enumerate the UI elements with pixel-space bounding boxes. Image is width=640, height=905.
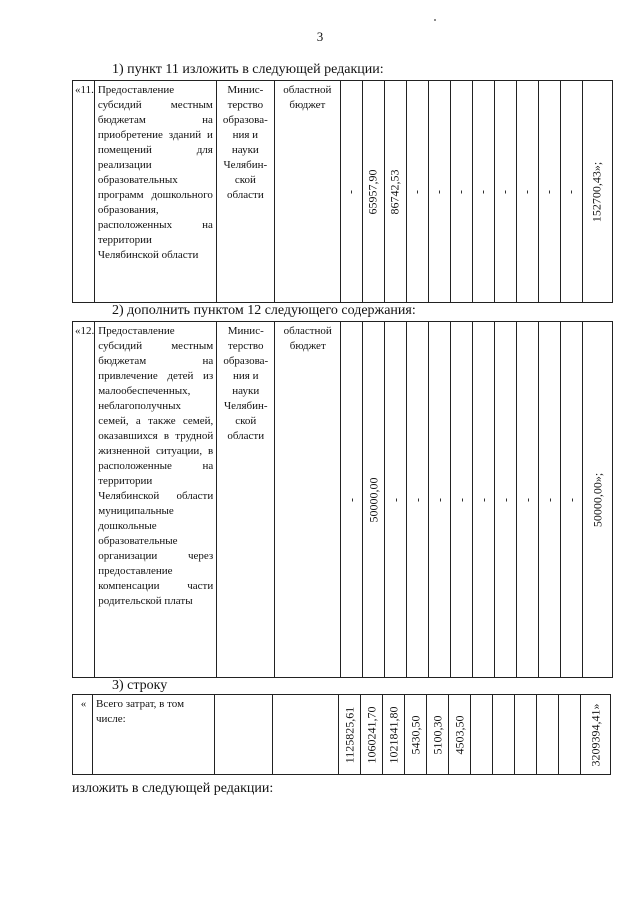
value-text: - — [344, 497, 359, 502]
value-text: 1060241,70 — [364, 706, 378, 763]
table-row — [73, 695, 611, 775]
value-cell — [361, 695, 383, 775]
section-3-heading: 3) строку — [112, 678, 168, 693]
row-ministry: Минис-терство образова-ния и науки Челябин-ской области — [216, 81, 274, 303]
value-text: - — [410, 497, 425, 502]
value-cell — [515, 695, 537, 775]
value-cell — [495, 322, 517, 678]
value-cell — [539, 322, 561, 678]
value-text: - — [542, 497, 557, 502]
value-text: - — [563, 189, 578, 194]
table-row — [73, 81, 613, 303]
value-cell — [473, 322, 495, 678]
value-text: - — [541, 189, 556, 194]
value-cell — [472, 81, 494, 303]
value-text: - — [497, 189, 512, 194]
value-text: 5430,50 — [408, 715, 422, 754]
value-cell — [407, 322, 429, 678]
total-text: 50000,00»; — [590, 472, 605, 527]
value-text: - — [475, 189, 490, 194]
value-text: - — [431, 189, 446, 194]
value-text: - — [453, 189, 468, 194]
value-text: 1125825,61 — [342, 706, 356, 763]
value-cell — [517, 322, 539, 678]
value-text: 50000,00 — [366, 477, 381, 522]
total-cell — [582, 81, 612, 303]
row-number: «11. — [73, 81, 95, 303]
value-cell — [561, 322, 583, 678]
value-cell — [340, 81, 362, 303]
value-text: - — [432, 497, 447, 502]
value-text: - — [519, 189, 534, 194]
value-text: - — [343, 189, 358, 194]
value-cell — [341, 322, 363, 678]
value-cell — [405, 695, 427, 775]
row-description: Предоставление субсидий местным бюджетам на приобретение зданий и помещений для реализации образовательных программ дошкольного образования, расположенных на территории Челябинской области — [94, 81, 216, 303]
value-text: 5100,30 — [430, 715, 444, 754]
row-description: Предоставление субсидий местным бюджетам на привлечение детей из малообеспеченных, неблагополучных семей, а также семей, оказавшихся в трудной жизненной ситуации, в расположенные на территории Челябинской области муниципальные дошкольные образовательные организации через предоставление компенсации части родительской платы — [95, 322, 217, 678]
closing-text: изложить в следующей редакции: — [72, 781, 274, 796]
value-cell — [339, 695, 361, 775]
value-cell — [516, 81, 538, 303]
total-cell — [583, 322, 613, 678]
value-cell — [383, 695, 405, 775]
value-cell — [406, 81, 428, 303]
value-text: - — [476, 497, 491, 502]
total-cell — [581, 695, 611, 775]
row-budget-source — [273, 695, 339, 775]
item-11-table — [72, 80, 613, 303]
row-number: « — [73, 695, 93, 775]
value-cell — [538, 81, 560, 303]
section-1-heading: 1) пункт 11 изложить в следующей редакции: — [112, 62, 384, 77]
row-budget-source: областной бюджет — [274, 81, 340, 303]
value-cell — [428, 81, 450, 303]
table-row — [73, 322, 613, 678]
row-budget-source: областной бюджет — [275, 322, 341, 678]
value-cell — [494, 81, 516, 303]
value-text: - — [498, 497, 513, 502]
value-text: 1021841,80 — [386, 706, 400, 763]
row-ministry — [215, 695, 273, 775]
total-text: 3209394,41» — [588, 703, 602, 766]
value-cell — [471, 695, 493, 775]
value-cell — [449, 695, 471, 775]
value-cell — [429, 322, 451, 678]
value-cell — [537, 695, 559, 775]
value-cell — [451, 322, 473, 678]
value-text: - — [388, 497, 403, 502]
row-ministry: Минис-терство образова-ния и науки Челябин-ской области — [217, 322, 275, 678]
value-text: - — [409, 189, 424, 194]
total-text: 152700,43»; — [589, 161, 604, 222]
value-cell — [560, 81, 582, 303]
value-cell — [450, 81, 472, 303]
value-cell — [362, 81, 384, 303]
value-text: 65957,90 — [365, 169, 380, 214]
section-2-heading: 2) дополнить пунктом 12 следующего содержания: — [112, 303, 416, 318]
value-cell — [363, 322, 385, 678]
page-number: 3 — [316, 29, 324, 44]
value-text: 4503,50 — [452, 715, 466, 754]
row-number: «12. — [73, 322, 95, 678]
value-cell — [493, 695, 515, 775]
row-description: Всего затрат, в том числе: — [93, 695, 215, 775]
value-text: 86742,53 — [387, 169, 402, 214]
value-cell — [559, 695, 581, 775]
value-cell — [427, 695, 449, 775]
value-text: - — [454, 497, 469, 502]
scan-artifact — [434, 19, 436, 21]
total-row-table — [72, 694, 611, 775]
value-text: - — [564, 497, 579, 502]
value-cell — [384, 81, 406, 303]
value-text: - — [520, 497, 535, 502]
item-12-table — [72, 321, 613, 678]
value-cell — [385, 322, 407, 678]
